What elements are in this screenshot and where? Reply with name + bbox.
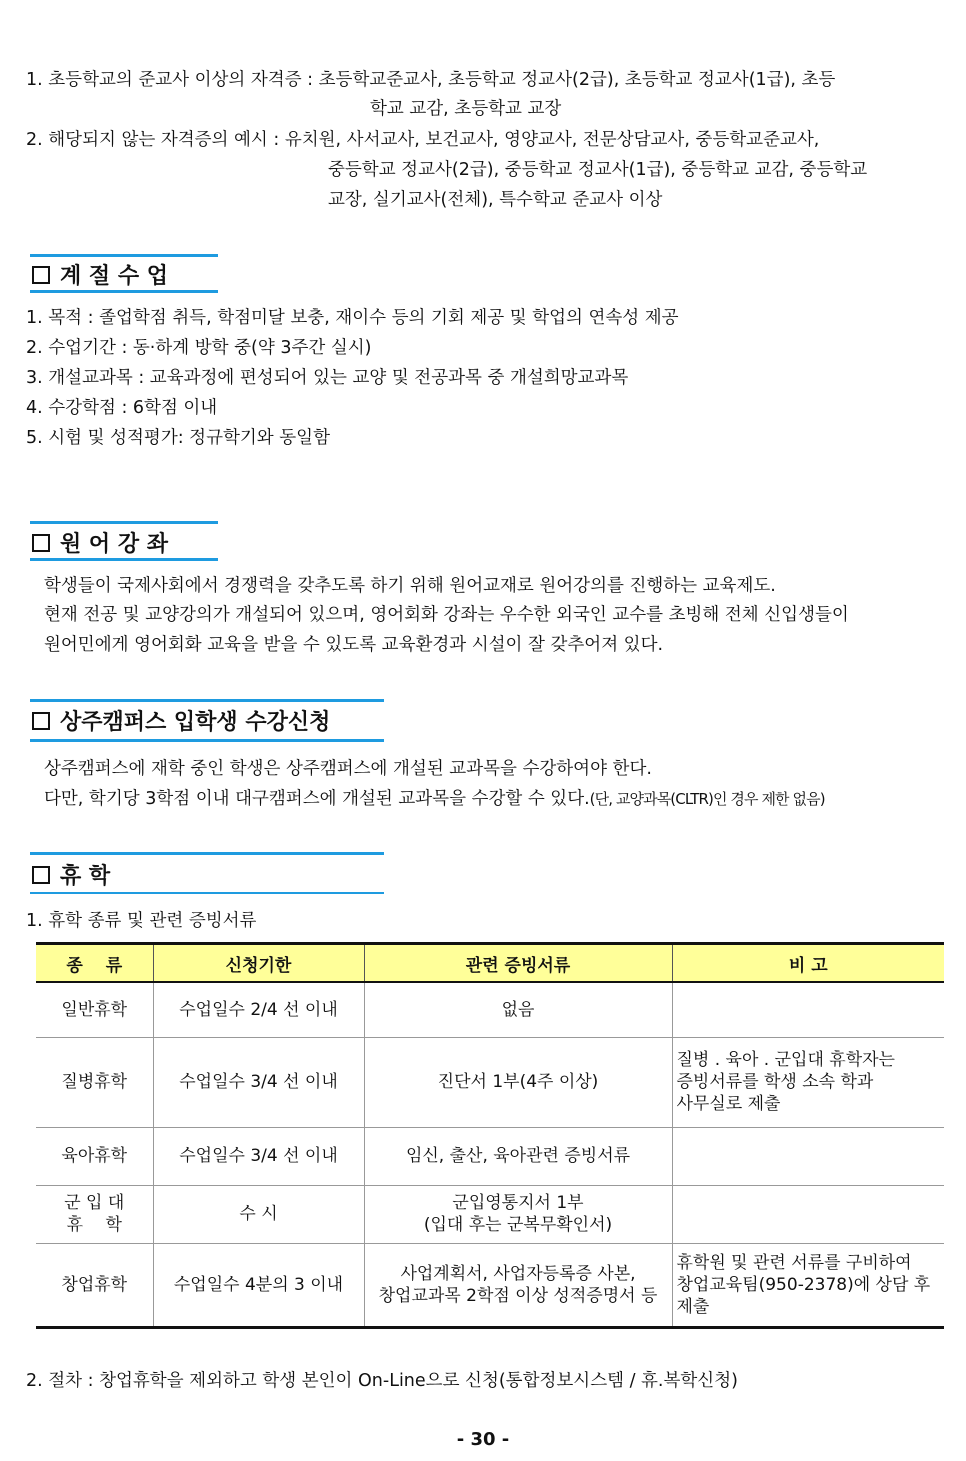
table-header-row: [36, 944, 944, 983]
section-rule-bottom: [30, 558, 218, 561]
table-row: [36, 1243, 944, 1327]
section-rule-top: [30, 254, 218, 257]
seasonal-item: 2. 수업기간 : 동·하계 방학 중(약 3주간 실시): [26, 338, 372, 358]
page-number: - 30 -: [456, 1429, 510, 1450]
cell-deadline: 수업일수 3/4 선 이내: [153, 1037, 364, 1127]
column-header: 종 류: [36, 944, 153, 983]
table-row: [36, 1185, 944, 1243]
cell-type: 일반휴학: [36, 982, 153, 1037]
section-rule-bottom: [30, 892, 384, 894]
column-header: 신청기한: [153, 944, 364, 983]
native-line: 원어민에게 영어회화 교육을 받을 수 있도록 교육환경과 시설이 잘 갖추어져 있다.: [44, 635, 664, 655]
cell-docs: 군입영통지서 1부 (입대 후는 군복무확인서): [364, 1185, 672, 1243]
section-rule-top: [30, 699, 384, 702]
cell-docs: 없음: [364, 982, 672, 1037]
cell-type: 질병휴학: [36, 1037, 153, 1127]
seasonal-item: 3. 개설교과목 : 교육과정에 편성되어 있는 교양 및 전공과목 중 개설희망교과목: [26, 368, 629, 388]
seasonal-item: 1. 목적 : 졸업학점 취득, 학점미달 보충, 재이수 등의 기회 제공 및 학업의 연속성 제공: [26, 308, 679, 328]
intro-line-1: 1. 초등학교의 준교사 이상의 자격증 : 초등학교준교사, 초등학교 정교사(2급), 초등학교 정교사(1급), 초등: [26, 70, 836, 90]
cell-type: 육아휴학: [36, 1127, 153, 1185]
cell-note: [672, 982, 944, 1037]
cell-note: 질병 . 육아 . 군입대 휴학자는 증빙서류를 학생 소속 학과 사무실로 제출: [672, 1037, 944, 1127]
section-rule-top: [30, 521, 218, 524]
intro-line-2-cont: 중등학교 정교사(2급), 중등학교 정교사(1급), 중등학교 교감, 중등학교: [328, 160, 868, 180]
native-line: 학생들이 국제사회에서 경쟁력을 갖추도록 하기 위해 원어교재로 원어강의를 진행하는 교육제도.: [44, 576, 776, 596]
section-title-leave: 휴 학: [32, 859, 110, 890]
intro-line-2: 2. 해당되지 않는 자격증의 예시 : 유치원, 사서교사, 보건교사, 영양교사, 전문상담교사, 중등학교준교사,: [26, 130, 820, 150]
section-title-sangju: 상주캠퍼스 입학생 수강신청: [32, 705, 330, 736]
cell-type: 군 입 대 휴 학: [36, 1185, 153, 1243]
section-title-native: 원 어 강 좌: [32, 527, 168, 558]
cell-deadline: 수업일수 3/4 선 이내: [153, 1127, 364, 1185]
column-header: 관련 증빙서류: [364, 944, 672, 983]
checkbox-square-icon: [32, 266, 50, 284]
section-rule-bottom: [30, 739, 384, 742]
section-rule-top: [30, 852, 384, 855]
table-row: [36, 1037, 944, 1127]
cell-type: 창업휴학: [36, 1243, 153, 1327]
checkbox-square-icon: [32, 866, 50, 884]
leave-table: [36, 942, 944, 1329]
sangju-line: 상주캠퍼스에 재학 중인 학생은 상주캠퍼스에 개설된 교과목을 수강하여야 한다.: [44, 759, 652, 779]
cell-docs: 진단서 1부(4주 이상): [364, 1037, 672, 1127]
leave-subtitle: 1. 휴학 종류 및 관련 증빙서류: [26, 911, 257, 931]
cell-note: [672, 1127, 944, 1185]
column-header: 비 고: [672, 944, 944, 983]
cell-docs: 사업계획서, 사업자등록증 사본, 창업교과목 2학점 이상 성적증명서 등: [364, 1243, 672, 1327]
native-line: 현재 전공 및 교양강의가 개설되어 있으며, 영어회화 강좌는 우수한 외국인 교수를 초빙해 전체 신입생들이: [44, 605, 849, 625]
cell-deadline: 수업일수 4분의 3 이내: [153, 1243, 364, 1327]
checkbox-square-icon: [32, 712, 50, 730]
section-rule-bottom: [30, 290, 218, 293]
seasonal-item: 5. 시험 및 성적평가: 정규학기와 동일함: [26, 428, 330, 448]
intro-line-1-cont: 학교 교감, 초등학교 교장: [370, 99, 562, 119]
cell-deadline: 수 시: [153, 1185, 364, 1243]
sangju-note: (단, 교양과목(CLTR)인 경우 제한 없음): [589, 790, 825, 808]
cell-note: 휴학원 및 관련 서류를 구비하여 창업교육팀(950-2378)에 상담 후 제출: [672, 1243, 944, 1327]
sangju-line: 다만, 학기당 3학점 이내 대구캠퍼스에 개설된 교과목을 수강할 수 있다.(단, 교양과목(CLTR)인 경우 제한 없음): [44, 789, 825, 809]
cell-note: [672, 1185, 944, 1243]
section-title-seasonal: 계 절 수 업: [32, 259, 168, 290]
cell-docs: 임신, 출산, 육아관련 증빙서류: [364, 1127, 672, 1185]
cell-deadline: 수업일수 2/4 선 이내: [153, 982, 364, 1037]
table-row: [36, 982, 944, 1037]
leave-procedure: 2. 절차 : 창업휴학을 제외하고 학생 본인이 On-Line으로 신청(통합정보시스템 / 휴.복학신청): [26, 1371, 738, 1391]
checkbox-square-icon: [32, 534, 50, 552]
table-row: [36, 1127, 944, 1185]
intro-line-2-cont2: 교장, 실기교사(전체), 특수학교 준교사 이상: [328, 190, 663, 210]
seasonal-item: 4. 수강학점 : 6학점 이내: [26, 398, 218, 418]
